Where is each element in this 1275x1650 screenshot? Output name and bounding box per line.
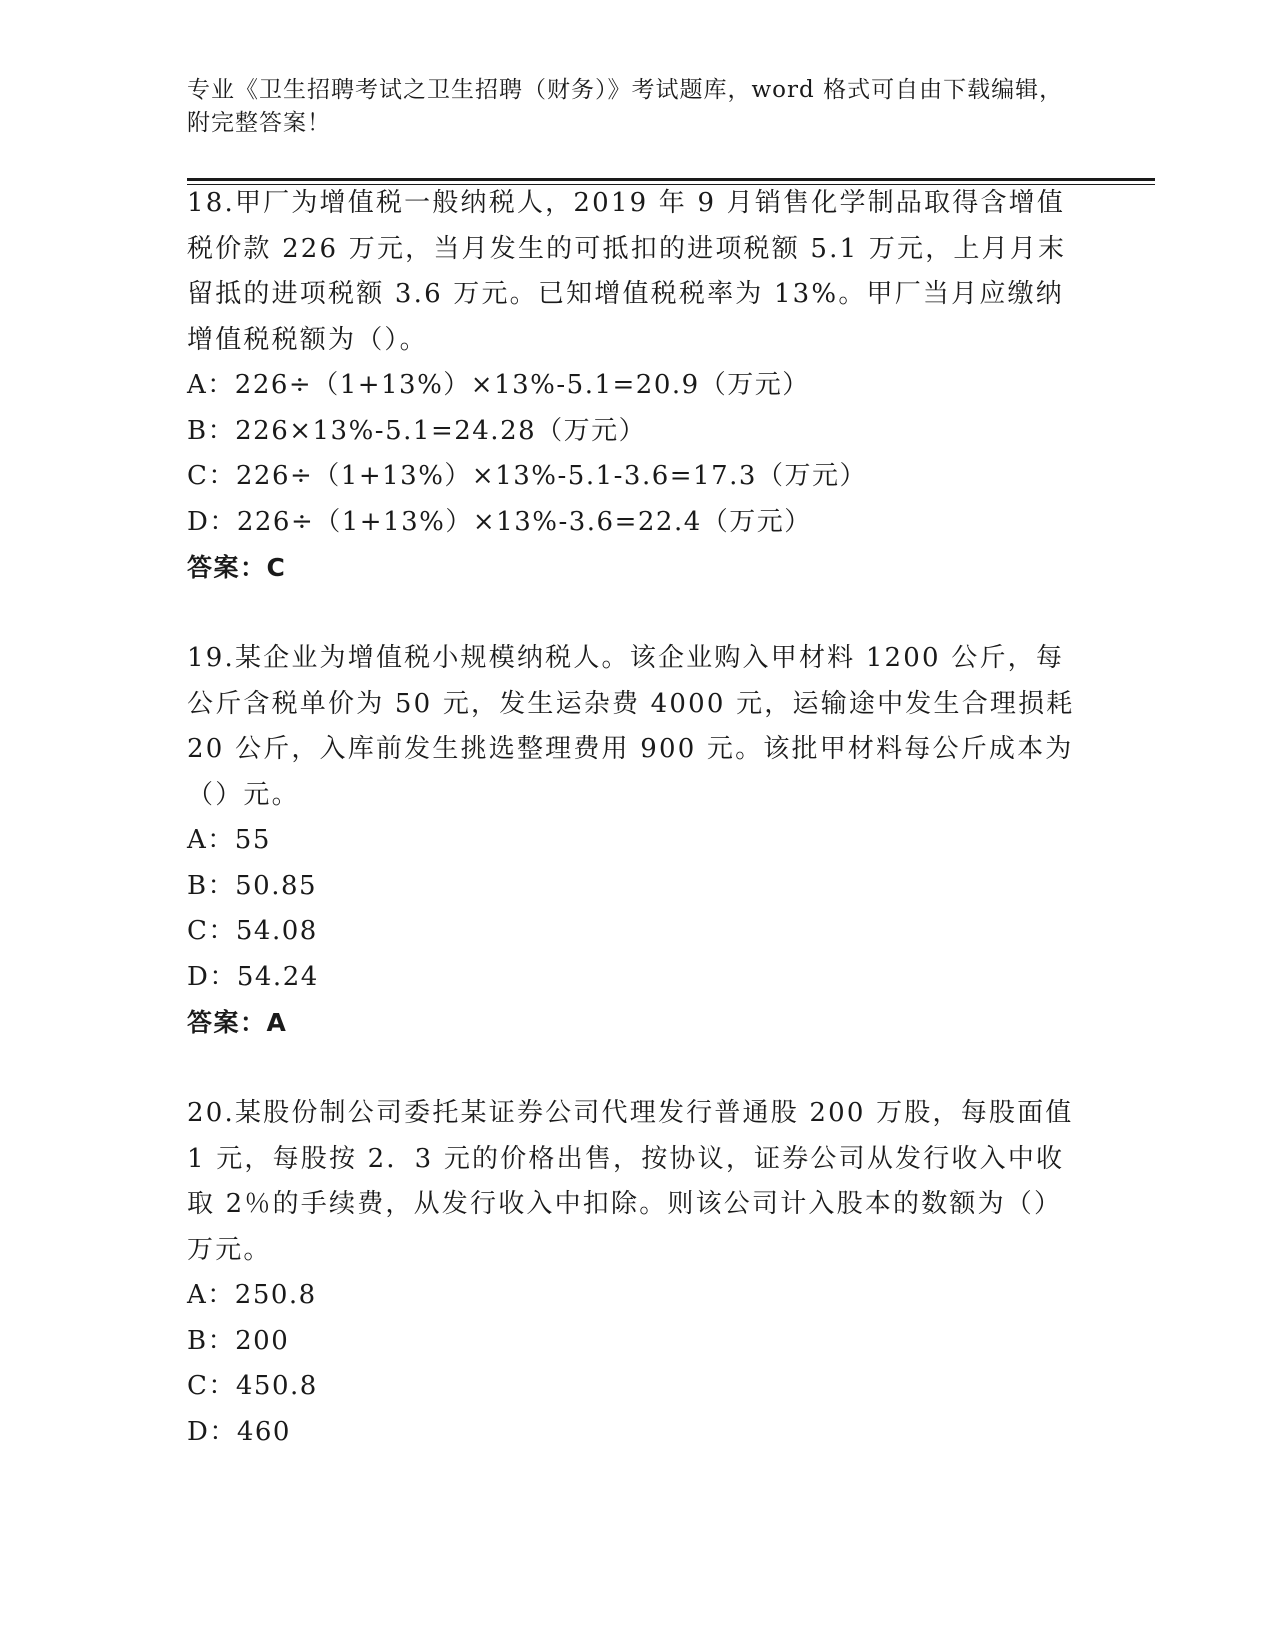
option-d: D：54.24 bbox=[187, 961, 319, 992]
option-d: D：226÷（1+13%）×13%-3.6=22.4（万元） bbox=[187, 506, 812, 537]
answer: 答案：C bbox=[187, 553, 287, 582]
document-header: 专业《卫生招聘考试之卫生招聘（财务）》考试题库，word 格式可自由下载编辑，附完整答案！ bbox=[187, 77, 1064, 136]
option-c: C：450.8 bbox=[187, 1371, 318, 1401]
question-text: 20.某股份制公司委托某证券公司代理发行普通股 200 万股，每股面值 1 元，每股按 2．3 元的价格出售，按协议，证券公司从发行收入中收取 2％的手续费，从发行收入中扣除。则该公司计入股本的数额为（）万元。 bbox=[187, 1098, 1074, 1265]
question-text: 19.某企业为增值税小规模纳税人。该企业购入甲材料 1200 公斤，每公斤含税单价为 50 元，发生运杂费 4000 元，运输途中发生合理损耗 20 公斤，入库前发生挑选整理费用 900 元。该批甲材料每公斤成本为（）元。 bbox=[187, 643, 1075, 810]
option-b: B：226×13%-5.1=24.28（万元） bbox=[187, 415, 647, 446]
option-d: D：460 bbox=[187, 1416, 291, 1447]
option-a: A：226÷（1+13%）×13%-5.1=20.9（万元） bbox=[187, 370, 810, 400]
option-a: A：250.8 bbox=[187, 1280, 317, 1310]
option-a: A：55 bbox=[187, 825, 271, 855]
answer: 答案：A bbox=[187, 1008, 288, 1037]
question-18 bbox=[187, 181, 1087, 591]
question-text: 18.甲厂为增值税一般纳税人，2019 年 9 月销售化学制品取得含增值税价款 226 万元，当月发生的可抵扣的进项税额 5.1 万元，上月月末留抵的进项税额 3.6 万元。已知增值税税率为 13%。甲厂当月应缴纳增值税税额为（）。 bbox=[187, 188, 1067, 355]
option-c: C：226÷（1+13%）×13%-5.1-3.6=17.3（万元） bbox=[187, 461, 867, 491]
option-b: B：200 bbox=[187, 1325, 290, 1356]
option-b: B：50.85 bbox=[187, 870, 318, 901]
option-c: C：54.08 bbox=[187, 916, 318, 946]
question-19 bbox=[187, 636, 1087, 1046]
question-20 bbox=[187, 1091, 1087, 1455]
